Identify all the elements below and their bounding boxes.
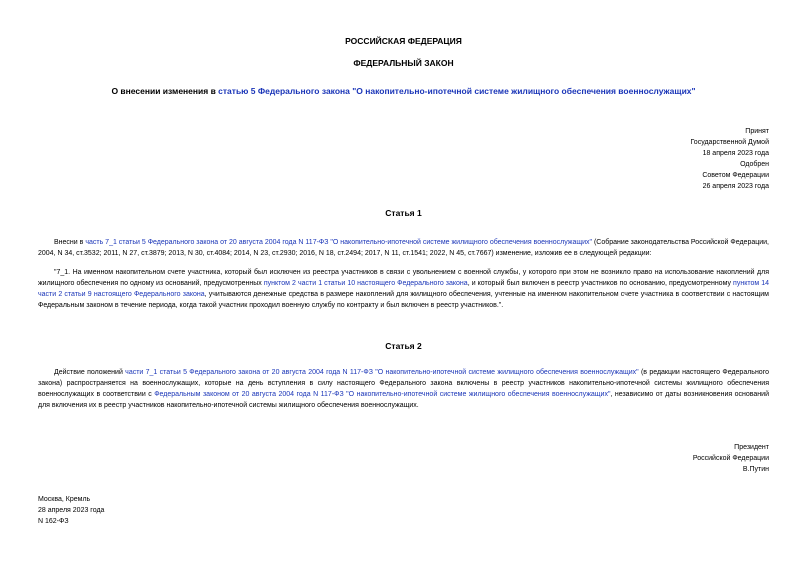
article-2-paragraph	[38, 367, 769, 411]
article-2-link-federal-law[interactable]: Федеральным законом от 20 августа 2004 года N 117-ФЗ "О накопительно-ипотечной системе жилищного обеспечения военнослужащих"	[154, 391, 611, 398]
article-1-paragraph-1	[38, 237, 769, 259]
article-1-paragraph-2	[38, 267, 769, 311]
text-span: Внесни в	[54, 239, 86, 246]
law-title	[0, 86, 807, 97]
article-1-heading: Статья 1	[385, 208, 422, 218]
adoption-line: Государственной Думой	[690, 139, 769, 146]
text-span: , независимо от даты возникновения оснований для включения их в реестр участников накопительно-ипотечной системы жилищного обеспечения военнослужащих.	[38, 391, 769, 409]
date-line: 28 апреля 2023 года	[38, 507, 105, 514]
adoption-line: Одобрен	[740, 161, 769, 168]
text-span: "7_1. На именном накопительном счете участника, который был исключен из реестра участников в связи с увольнением с военной службы, у которого при этом не возникло право на использование накоплений для жилищного обеспечения по одному из оснований, предусмотренных	[38, 269, 769, 287]
law-number-line: N 162-ФЗ	[38, 518, 69, 525]
article-1-link-part-7-1[interactable]: часть 7_1 статьи 5 Федерального закона от 20 августа 2004 года N 117-ФЗ "О накопительно-ипотечной системе жилищного обеспечения военнослужащих"	[85, 239, 593, 246]
text-span: , и который был включен в реестр участников по основанию, предусмотренному	[467, 280, 734, 287]
place-date-block	[38, 494, 104, 527]
article-1-link-item-14[interactable]: пунктом 14 части 2 статьи 9 настоящего Федерального закона	[38, 280, 769, 298]
article-1-link-item-2[interactable]: пунктом 2 части 1 статьи 10 настоящего Федерального закона	[263, 280, 468, 287]
law-title-link[interactable]: статью 5 Федерального закона "О накопительно-ипотечной системе жилищного обеспечения военнослужащих"	[218, 86, 696, 96]
text-span: (Собрание законодательства Российской Федерации, 2004, N 34, ст.3532; 2011, N 27, ст.3879; 2013, N 30, ст.4084; 2014, N 23, ст.2930; 2016, N 18, ст.2494; 2017, N 11, ст.1541; 2022, N 45, ст.7667) изменение, изложив ее в следующей редакции:	[38, 239, 770, 257]
place-line: Москва, Кремль	[38, 496, 91, 503]
signature-line: Президент	[734, 444, 769, 451]
adoption-line: 18 апреля 2023 года	[702, 150, 769, 157]
doc-type-heading: ФЕДЕРАЛЬНЫЙ ЗАКОН	[353, 58, 454, 68]
adoption-line: 26 апреля 2023 года	[702, 183, 769, 190]
article-2-heading: Статья 2	[385, 341, 422, 351]
adoption-line: Принят	[745, 128, 769, 135]
text-span: Действие положений	[54, 369, 126, 376]
signature-line: Российской Федерации	[692, 455, 769, 462]
signature-block	[693, 442, 769, 475]
text-span: (в редакции настоящего Федерального закона) распространяется на военнослужащих, которые на день вступления в силу настоящего Федерального закона включены в реестр участников накопительно-ипотечной системы жилищного обеспечения военнослужащих в соответствии с	[38, 369, 769, 398]
article-2-link-part-7-1[interactable]: части 7_1 статьи 5 Федерального закона от 20 августа 2004 года N 117-ФЗ "О накопительно-ипотечной системе жилищного обеспечения военнослужащих"	[125, 369, 639, 376]
adoption-block	[690, 126, 769, 192]
country-heading: РОССИЙСКАЯ ФЕДЕРАЦИЯ	[345, 36, 462, 46]
adoption-line: Советом Федерации	[702, 172, 769, 179]
signature-line: В.Путин	[742, 466, 769, 473]
law-title-prefix: О внесении изменения в	[111, 86, 219, 96]
text-span: , учитываются денежные средства в размере накоплений для жилищного обеспечения, учтенные на именном накопительном счете участника в соответствии с настоящим Федеральным законом в течение периода, когда такой участник проходил военную службу по контракту и был включен в реестр участников.".	[38, 291, 769, 309]
